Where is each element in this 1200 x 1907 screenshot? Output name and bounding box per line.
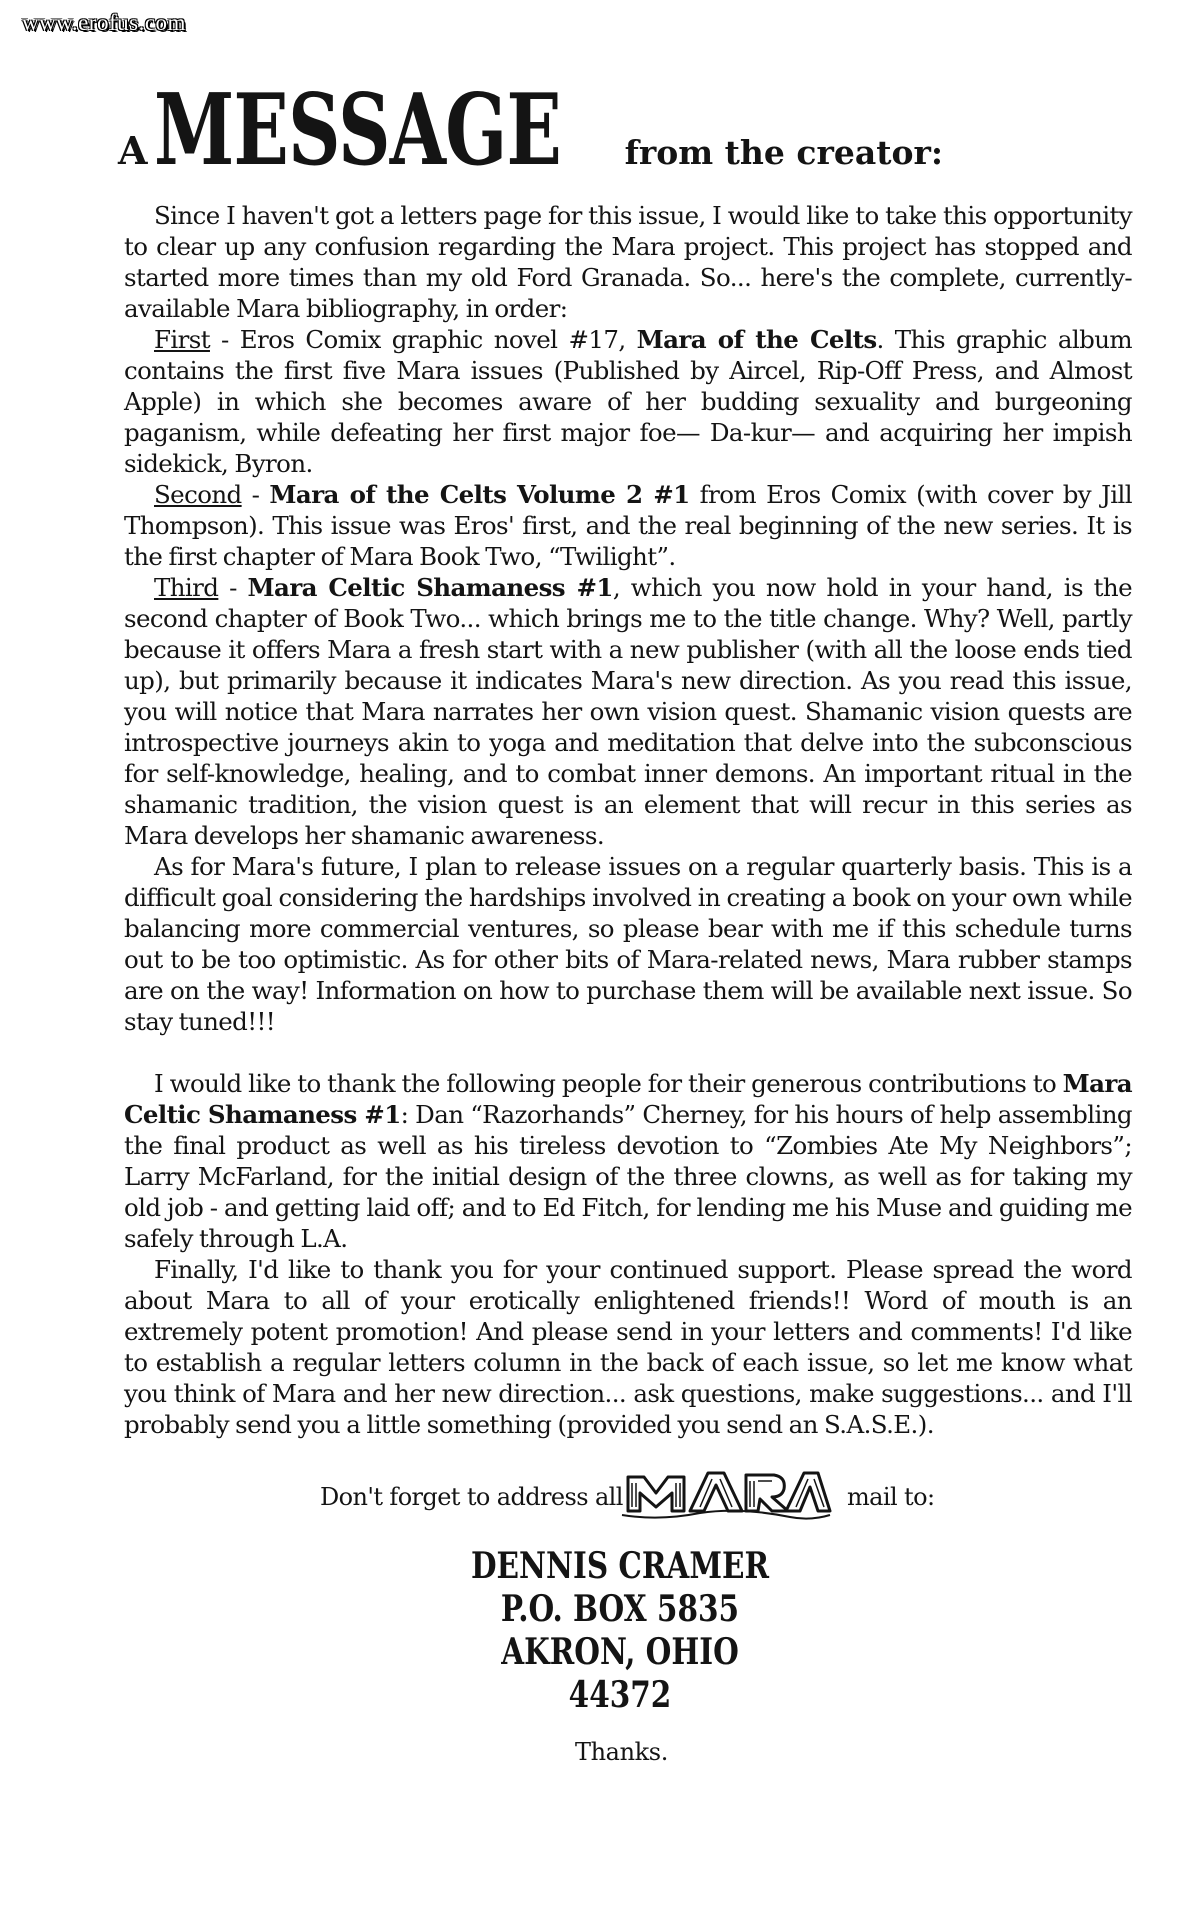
- paragraph-finally: Finally, I'd like to thank you for your continued support. Please spread the word about Mara to all of your erotically enlightened friends!! Word of mouth is an extremely potent promotion! And please send in your letters and comments! I'd like to establish a regular letters column in the back of each issue, so let me know what you think of Mara and her new direction... ask questions, make suggestions... and I'll probably send you a little something (provided you send an S.A.S.E.).: [124, 1255, 1132, 1439]
- mail-line: [320, 1463, 960, 1523]
- closing-thanks: Thanks.: [575, 1738, 668, 1766]
- letter-body: [124, 200, 1132, 1440]
- paragraph-thanks: [124, 1068, 1132, 1254]
- mailing-address: [400, 1545, 840, 1717]
- second-text-a: -: [241, 480, 270, 509]
- third-title: Mara Celtic Shamaness #1: [247, 573, 613, 602]
- heading-prefix: A: [118, 128, 149, 173]
- second-text-b: from Eros Comix (with cover by Jill Thompson). This issue was Eros' first, and the real beginning of the new series. It is the first chapter of Mara Book Two, “Twilight”.: [124, 480, 1132, 571]
- third-text-a: -: [218, 573, 248, 602]
- paragraph-intro: Since I haven't got a letters page for this issue, I would like to take this opportunity to clear up any confusion regarding the Mara project. This project has stopped and started more times than my old Ford Granada. So... here's the complete, currently-available Mara bibliography, in order:: [124, 201, 1132, 323]
- page-heading: [118, 73, 1068, 188]
- paragraph-third: [124, 572, 1132, 851]
- paragraph-future: As for Mara's future, I plan to release issues on a regular quarterly basis. This is a difficult goal considering the hardships involved in creating a book on your own while balancing more commercial ventures, so please bear with me if this schedule turns out to be too optimistic. As for other bits of Mara-related news, Mara rubber stamps are on the way! Information on how to purchase them will be available next issue. So stay tuned!!!: [124, 852, 1132, 1036]
- third-label: Third: [154, 573, 219, 602]
- mail-text-before: Don't forget to address all: [320, 1483, 623, 1511]
- heading-title: MESSAGE: [153, 73, 561, 188]
- first-text-b: . This graphic album contains the first five Mara issues (Published by Aircel, Rip-Off Press, and Almost Apple) in which she becomes aware of her budding sexuality and burgeoning paganism, while defeating her first major foe— Da-kur— and acquiring her impish sidekick, Byron.: [124, 325, 1132, 478]
- third-text-b: , which you now hold in your hand, is the second chapter of Book Two... which brings me to the title change. Why? Well, partly because it offers Mara a fresh start with a new publisher (with all the loose ends tied up), but primarily because it indicates Mara's new direction. As you read this issue, you will notice that Mara narrates her own vision quest. Shamanic vision quests are introspective journeys akin to yoga and meditation that delve into the subconscious for self-knowledge, healing, and to combat inner demons. An important ritual in the shamanic tradition, the vision quest is an element that will recur in this series as Mara develops her shamanic awareness.: [124, 573, 1132, 850]
- thanks-text-b: : Dan “Razorhands” Cherney, for his hours of help assembling the final product as well as his tireless devotion to “Zombies Ate My Neighbors”; Larry McFarland, for the initial design of the three clowns, as well as for taking my old job - and getting laid off; and to Ed Fitch, for lending me his Muse and guiding me safely through L.A.: [124, 1100, 1132, 1253]
- thanks-text-a: I would like to thank the following people for their generous contributions to: [154, 1069, 1063, 1098]
- site-watermark: www.erofus.com: [22, 10, 186, 35]
- address-name: DENNIS CRAMER: [470, 1545, 770, 1587]
- second-label: Second: [154, 480, 242, 509]
- thanks-title: Mara Celtic Shamaness #1: [124, 1069, 1132, 1129]
- address-city: AKRON, OHIO: [501, 1631, 739, 1673]
- mara-logo-icon: [620, 1463, 832, 1523]
- second-title: Mara of the Celts Volume 2 #1: [269, 480, 690, 509]
- paragraph-second: [124, 479, 1132, 572]
- paragraph-first: [124, 324, 1132, 479]
- mail-text-after: mail to:: [847, 1483, 935, 1511]
- first-label: First: [154, 325, 210, 354]
- first-text-a: - Eros Comix graphic novel #17,: [209, 325, 637, 354]
- first-title: Mara of the Celts: [636, 325, 877, 354]
- heading-suffix: from the creator:: [624, 133, 944, 172]
- address-zip: 44372: [568, 1674, 672, 1716]
- address-box: P.O. BOX 5835: [500, 1588, 740, 1630]
